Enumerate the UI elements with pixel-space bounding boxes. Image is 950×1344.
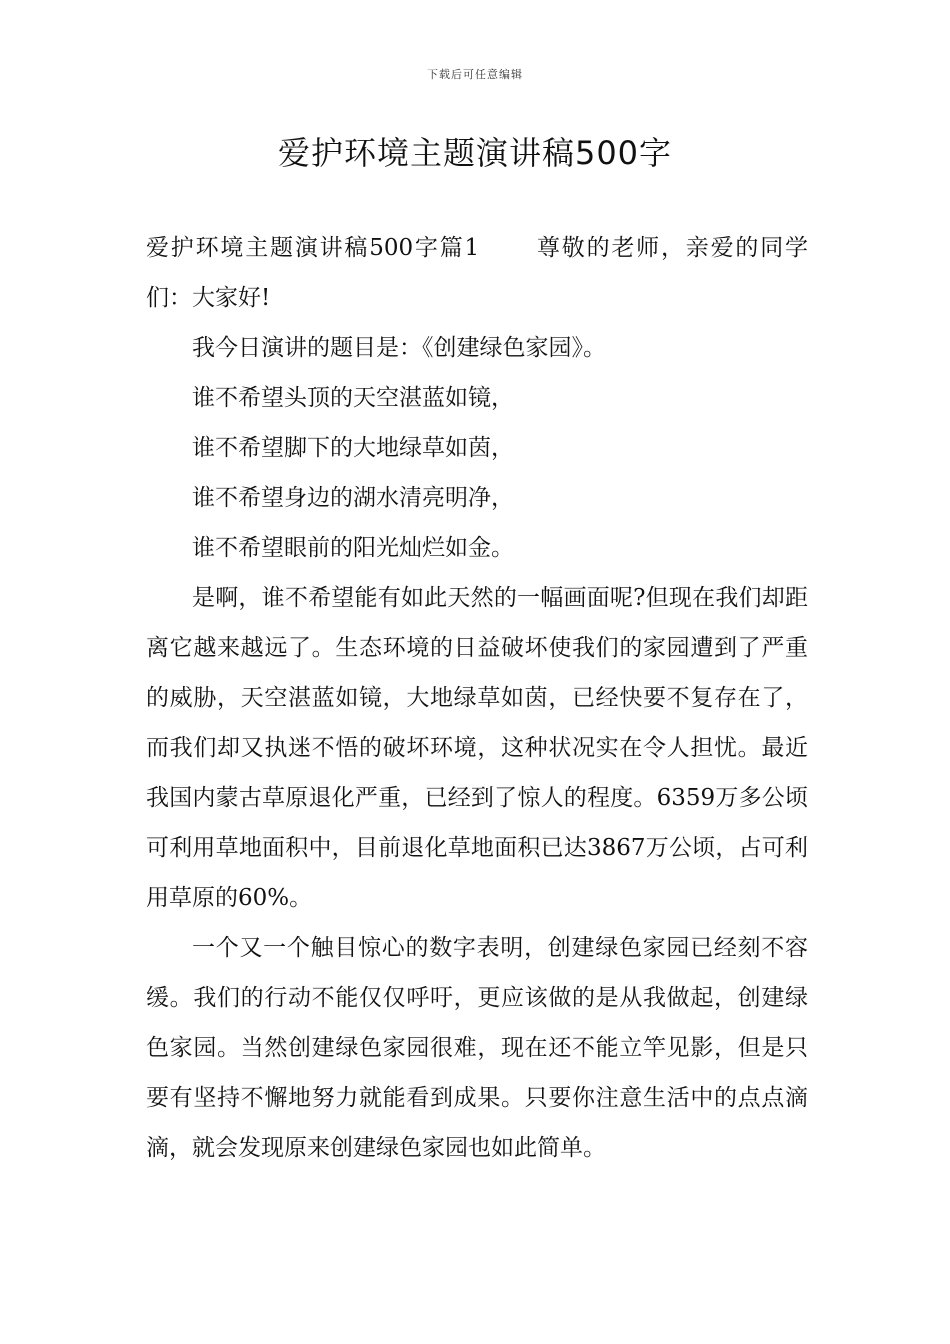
section-heading: 爱护环境主题演讲稿500字篇1 (146, 235, 480, 261)
paragraph: 我今日演讲的题目是：《创建绿色家园》。 (192, 335, 606, 361)
paragraph: 谁不希望眼前的阳光灿烂如金。 (192, 535, 514, 561)
greeting-text: 尊敬的老师，亲爱的同学们：大家好! (146, 235, 808, 311)
paragraph: 一个又一个触目惊心的数字表明，创建绿色家园已经刻不容缓。我们的行动不能仅仅呼吁，更应该做的是从我做起，创建绿色家园。当然创建绿色家园很难，现在还不能立竿见影，但是只要有坚持不懈地努力就能看到成果。只要你注意生活中的点点滴滴，就会发现原来创建绿色家园也如此简单。 (146, 935, 808, 1161)
document-body (146, 223, 808, 1173)
first-paragraph (146, 223, 808, 323)
document-title: 爱护环境主题演讲稿500字 (277, 134, 673, 172)
paragraph: 谁不希望脚下的大地绿草如茵， (192, 435, 514, 461)
paragraph: 是啊，谁不希望能有如此天然的一幅画面呢?但现在我们却距离它越来越远了。生态环境的日益破坏使我们的家园遭到了严重的威胁，天空湛蓝如镜，大地绿草如茵，已经快要不复存在了，而我们却又执迷不悟的破坏环境，这种状况实在令人担忧。最近我国内蒙古草原退化严重，已经到了惊人的程度。6359万多公顷可利用草地面积中，目前退化草地面积已达3867万公顷，占可利用草原的60%。 (146, 585, 808, 911)
paragraph: 谁不希望身边的湖水清亮明净， (192, 485, 514, 511)
page-header-note: 下载后可任意编辑 (427, 68, 523, 81)
paragraph: 谁不希望头顶的天空湛蓝如镜， (192, 385, 514, 411)
